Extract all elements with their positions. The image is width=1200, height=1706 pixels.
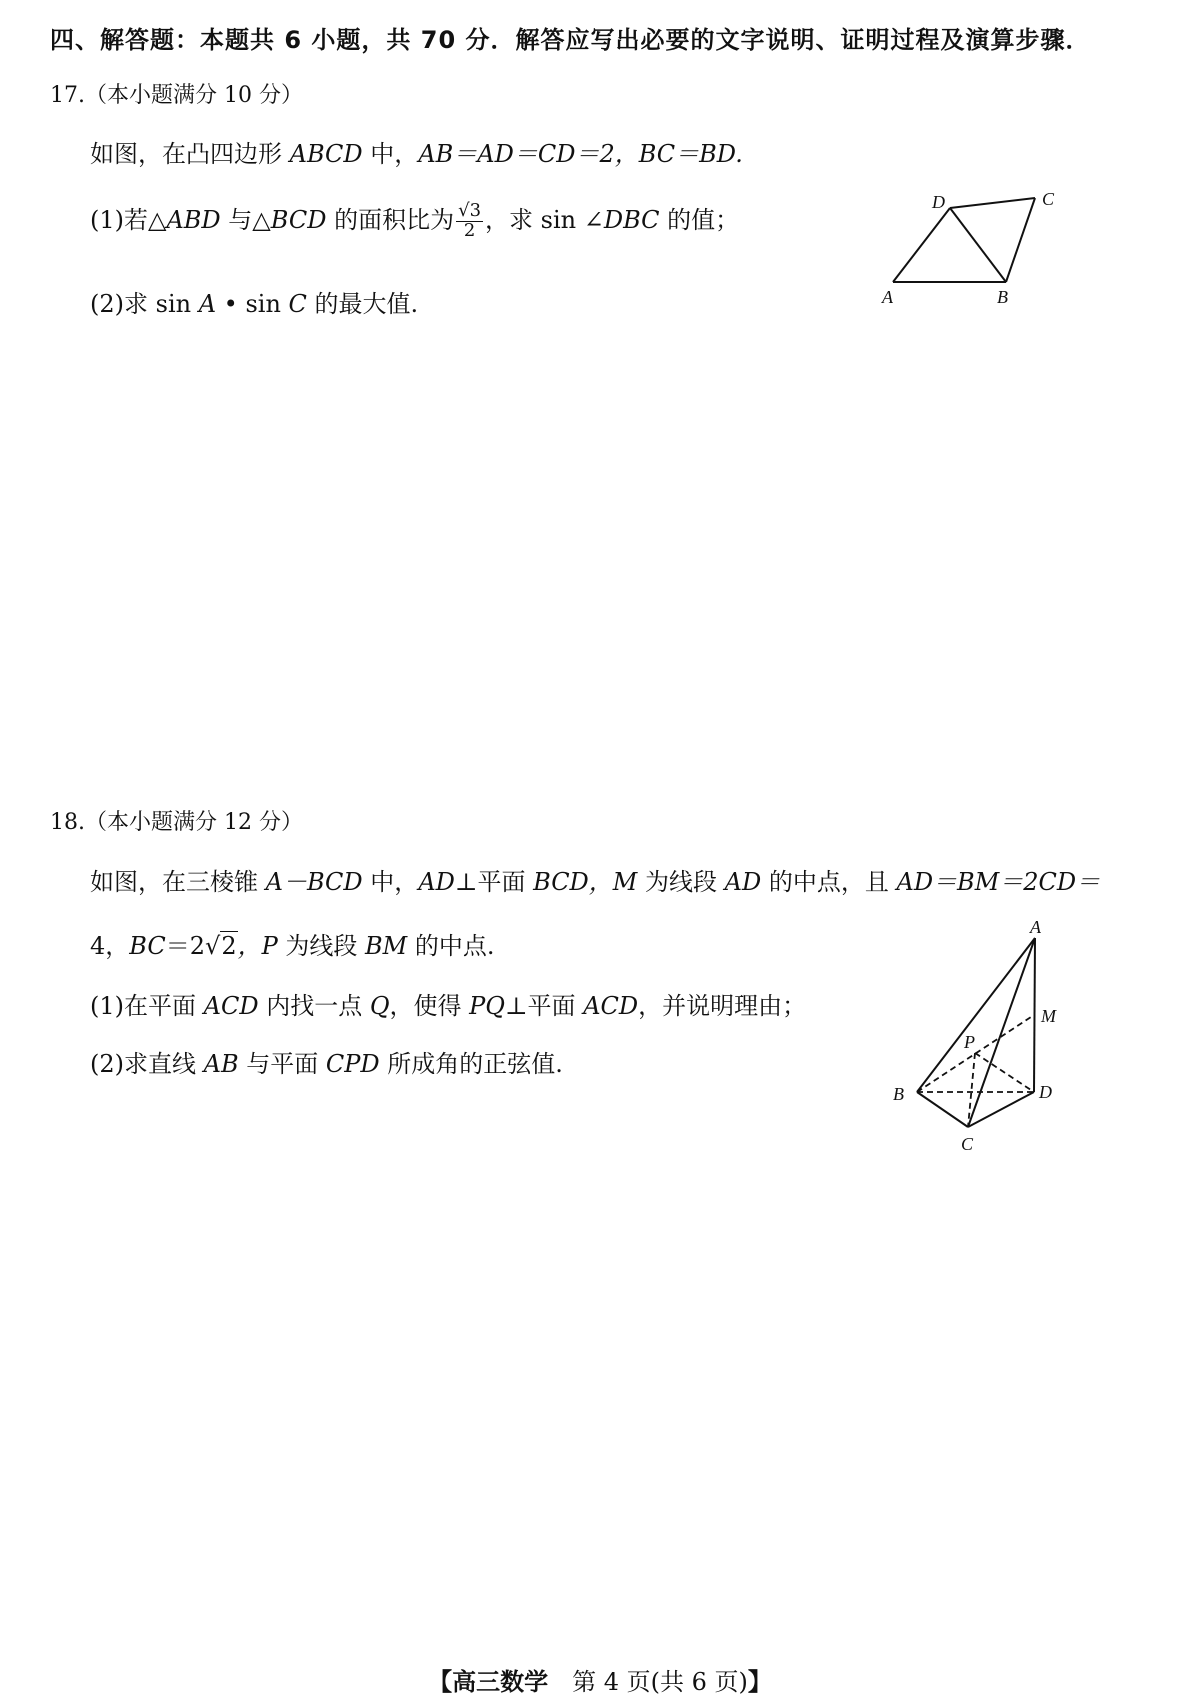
q17-p2-c: C [288,290,307,318]
q18-l2-end: 的中点. [407,932,495,960]
q17-figure [870,180,1080,315]
q17-label-a: A [882,287,893,307]
q18-p1-mid: 内找一点 [258,992,370,1020]
footer-subject: 高三数学 [452,1668,549,1696]
q17-stem [90,134,743,169]
q17-stem-mid: 中， [362,140,419,168]
q18-l1-eq: AD＝BM＝2CD＝ [896,868,1101,896]
q17-p2-dot: • sin [216,290,289,318]
q17-part2 [90,284,418,319]
q18-p1-q: Q [369,992,390,1020]
q18-l1-mid: 中， [362,868,419,896]
q17-edge-db [950,208,1006,282]
q18-label-m: M [1041,1006,1056,1026]
q18-l1-ad: AD [724,868,762,896]
q18-label-p: P [964,1032,975,1052]
q18-l1-pyr: A－BCD [265,868,363,896]
q18-p2-prefix: (2)求直线 [90,1050,204,1078]
footer-close: 】 [747,1668,772,1696]
q17-p1-ask: ，求 sin ∠ [485,206,604,234]
q17-p1-t1: ABD [166,206,221,234]
q18-edge-bc [917,1092,968,1127]
q17-stem-prefix: 如图，在凸四边形 [90,140,290,168]
q18-edge-ac [968,938,1035,1127]
q18-p2-cpd: CPD [325,1050,380,1078]
q18-p1-pq: PQ [469,992,505,1020]
section-title: 四、解答题：本题共 6 小题，共 70 分．解答应写出必要的文字说明、证明过程及演算步骤． [50,26,1091,54]
q17-label-d: D [932,192,945,212]
q17-frac-num: √3 [458,200,482,222]
q17-p2-a: A [198,290,217,318]
q18-l1-prefix: 如图，在三棱锥 [90,868,266,896]
q17-p2-prefix: (2)求 sin [90,290,199,318]
q17-frac-den: 2 [463,220,476,241]
q18-part1 [90,986,806,1021]
footer-open: 【 [428,1668,453,1696]
q17-label-b: B [997,287,1008,307]
q17-part1 [90,200,739,241]
q17-p1-prefix: (1)若△ [90,206,167,234]
q18-p2-end: 所成角的正弦值. [379,1050,563,1078]
page-footer [0,1662,1200,1697]
q17-fraction [456,202,483,241]
q18-edge-pd [975,1053,1034,1092]
q18-label-b: B [893,1084,904,1104]
q18-l2-bm: BM [365,932,408,960]
q18-edge-ad [1034,938,1035,1092]
q18-header: 18.（本小题满分 12 分） [50,810,303,835]
q17-p1-t2: BCD [270,206,327,234]
q18-p1-end: ，并说明理由； [638,992,807,1020]
q17-p1-end: 的值； [659,206,740,234]
q18-l1-bcd: BCD [533,868,589,896]
q18-l2-eq: ＝2 [165,932,206,960]
q18-l1-m: ，M [588,868,638,896]
q17-stem-cond: AB＝AD＝CD＝2，BC＝BD. [418,140,743,168]
q18-line2 [90,926,495,961]
q18-p1-prefix: (1)在平面 [90,992,204,1020]
q17-label-c: C [1042,189,1055,209]
q17-edge-dc [950,198,1035,208]
footer-page: 第 4 页(共 6 页) [548,1668,748,1696]
q18-part2 [90,1044,563,1079]
q18-l1-mid2: 为线段 [637,868,725,896]
q18-l2-p: ，P [237,932,278,960]
q18-p2-ab: AB [203,1050,239,1078]
q18-l2-mid: 为线段 [277,932,366,960]
q17-stem-quad: ABCD [289,140,363,168]
q18-p2-mid: 与平面 [238,1050,326,1078]
q18-figure [880,910,1080,1160]
q18-l1-plane: 平面 [477,868,534,896]
q18-p1-acd: ACD [203,992,259,1020]
q18-l2-sqrt: √2 [205,932,237,960]
q18-label-c: C [961,1134,974,1154]
q18-p1-acd2: ACD [583,992,639,1020]
q18-label-a: A [1030,917,1041,937]
q17-header: 17.（本小题满分 10 分） [50,83,303,108]
q17-p1-angle: DBC [603,206,660,234]
q18-edge-ab [917,938,1035,1092]
q17-p2-end: 的最大值. [306,290,419,318]
q18-l2-sqrt-val: 2 [221,932,237,960]
q18-l1-end: 的中点，且 [761,868,897,896]
q17-edge-cb [1006,198,1035,282]
q18-l2-prefix: 4， [90,932,130,960]
q18-line1 [90,862,1100,897]
q18-l1-perp: AD⊥ [418,868,478,896]
q17-edge-ad [893,208,950,282]
q17-p1-mid: 与△ [220,206,271,234]
q18-p1-mid3: ⊥平面 [504,992,584,1020]
q18-p1-mid2: ，使得 [389,992,470,1020]
q18-label-d: D [1039,1082,1052,1102]
q18-l2-bc: BC [129,932,166,960]
q17-p1-ratio: 的面积比为 [326,206,455,234]
